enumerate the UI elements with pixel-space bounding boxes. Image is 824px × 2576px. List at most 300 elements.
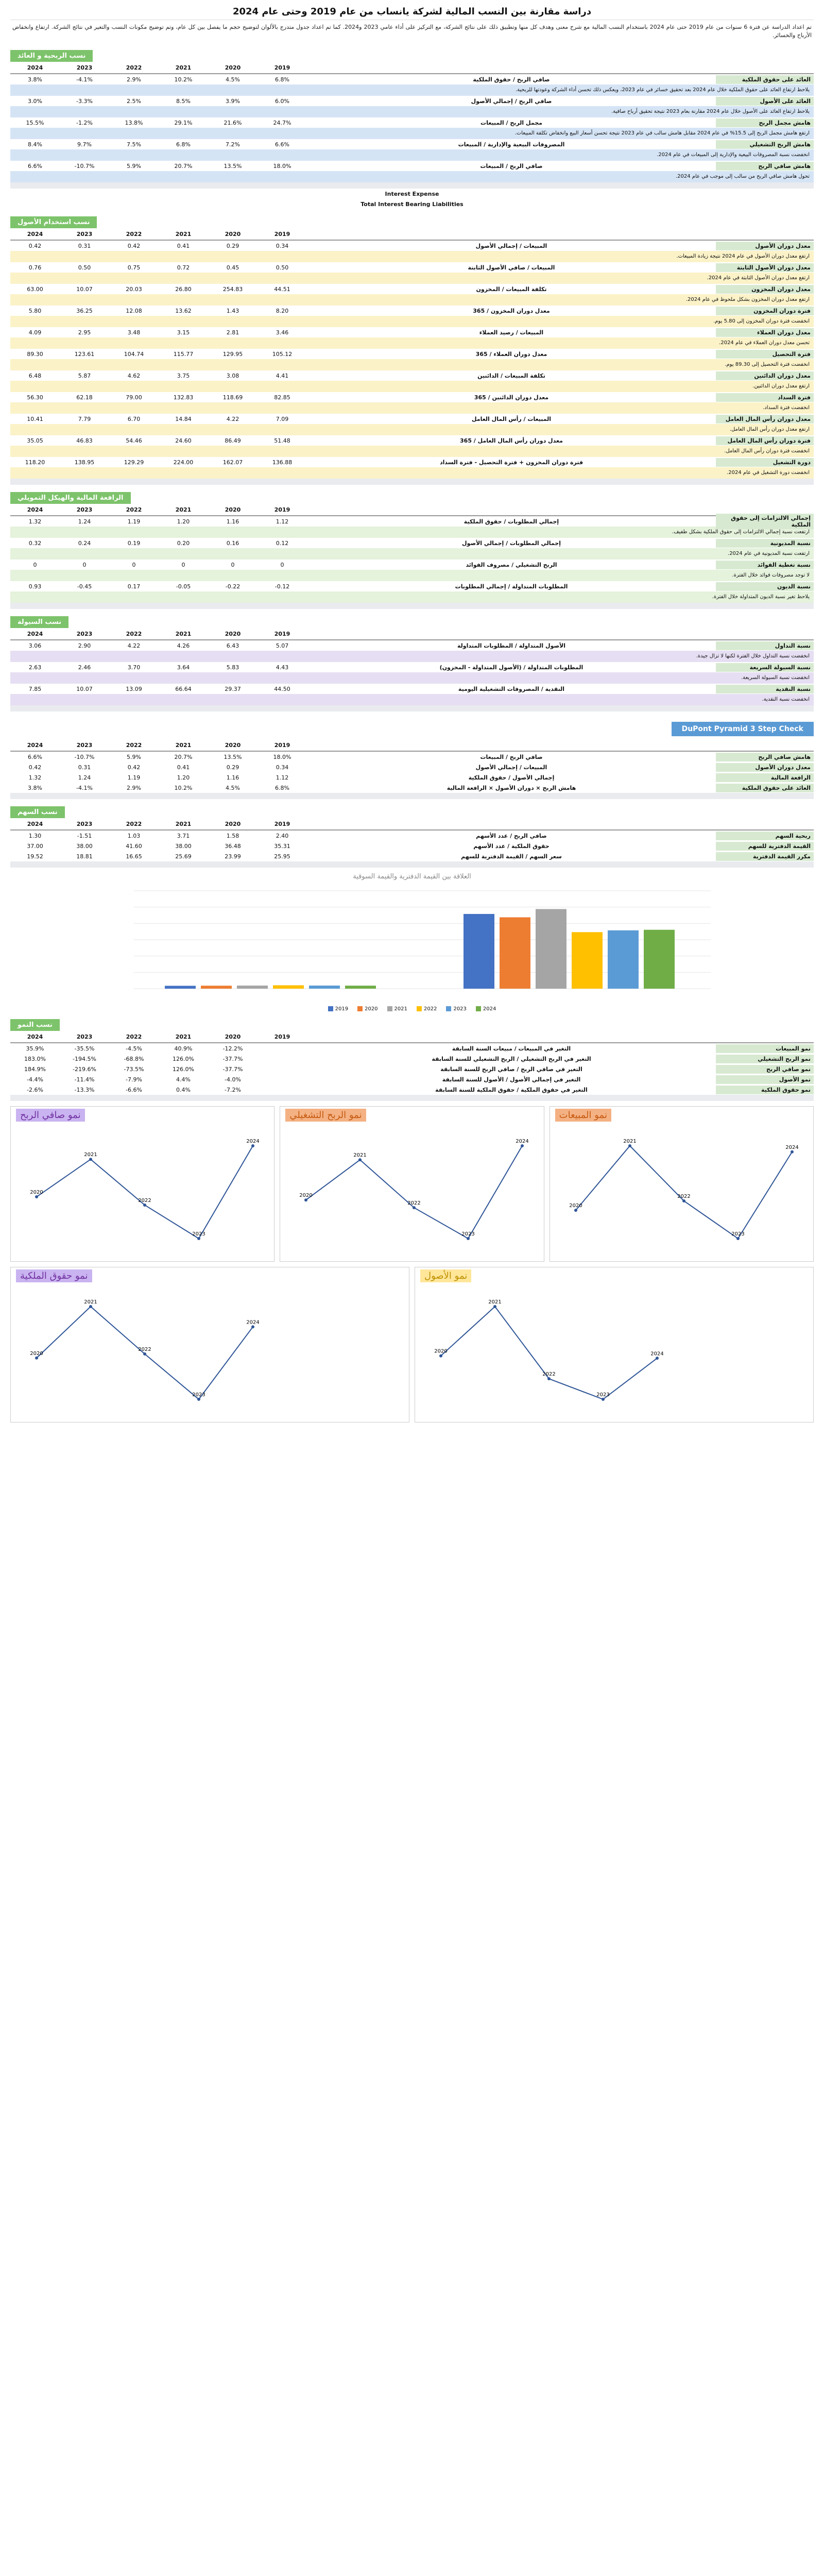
ratio-value: 0.76 <box>28 264 42 271</box>
growth-point <box>197 1398 200 1401</box>
ratio-note: لا توجد مصروفات فوائد خلال الفترة. <box>10 570 814 581</box>
ratio-name: نمو حقوق الملكية <box>716 1086 814 1094</box>
growth-point <box>304 1198 307 1201</box>
ratio-note: يلاحظ ارتفاع العائد على الأصول خلال عام 2024 مقارنة بعام 2023 نتيجة تحقيق أرباح صافية. <box>10 106 814 117</box>
ratio-value: -4.4% <box>27 1076 43 1083</box>
ratio-name: هامش صافي الربح <box>716 753 814 761</box>
ratio-value: 8.4% <box>28 141 42 148</box>
growth-point <box>736 1237 740 1240</box>
growth-point <box>35 1357 38 1360</box>
ratio-name: فترة التحصيل <box>716 350 814 359</box>
ratio-value: 3.75 <box>177 372 190 379</box>
bar <box>608 930 639 989</box>
year-label: 2022 <box>126 506 142 513</box>
year-label: 2024 <box>27 741 43 749</box>
bar-chart-legend <box>10 1006 814 1012</box>
section-divider <box>10 793 814 799</box>
ratio-formula: (الأصول المتداولة - المخزون) / المطلوبات المتداولة <box>439 664 583 671</box>
ratio-value: -10.7% <box>74 162 95 170</box>
growth-year-label: 2023 <box>461 1231 475 1237</box>
ratio-formula: التغير في حقوق الملكية / حقوق الملكية للسنة السابقة <box>435 1086 588 1093</box>
growth-charts-row <box>10 1106 814 1262</box>
ratio-value: 0 <box>132 561 136 568</box>
ratio-value: 1.24 <box>78 774 91 781</box>
interest-row <box>10 189 814 199</box>
ratio-value: 0.93 <box>28 583 42 590</box>
ratio-value: 44.50 <box>274 685 290 692</box>
growth-year-label: 2024 <box>785 1144 799 1150</box>
ratio-value: -37.7% <box>222 1065 243 1073</box>
ratio-value: 3.06 <box>28 642 42 649</box>
ratio-value: 3.15 <box>177 329 190 336</box>
ratio-value: 9.7% <box>77 141 92 148</box>
ratio-value: 20.03 <box>126 285 142 293</box>
ratio-value: 1.24 <box>78 518 91 525</box>
year-label: 2022 <box>126 820 142 827</box>
ratio-value: 1.43 <box>226 307 239 314</box>
year-label: 2019 <box>274 820 290 827</box>
growth-year-label: 2021 <box>84 1299 97 1305</box>
ratio-name: نسبة تغطية الفوائد <box>716 561 814 569</box>
ratio-note: انخفضت نسبة التداول خلال الفترة لكنها لا تزال جيدة. <box>10 651 814 662</box>
ratio-value: 0.34 <box>276 764 289 771</box>
dupont-label: DuPont Pyramid 3 Step Check <box>672 722 814 736</box>
ratio-value: 8.5% <box>176 97 191 105</box>
growth-line-chart <box>280 1106 544 1262</box>
ratio-row <box>10 1084 814 1095</box>
growth-point <box>682 1199 685 1202</box>
year-label: 2024 <box>27 230 43 238</box>
growth-chart-title: نمو الربح التشغيلي <box>285 1109 366 1122</box>
ratio-value: 6.6% <box>28 753 42 760</box>
ratio-value: 2.95 <box>78 329 91 336</box>
year-label: 2019 <box>274 230 290 238</box>
section-header-label: نسب السهم <box>10 806 65 818</box>
ratio-formula: المبيعات / صافي الأصول الثابتة <box>468 264 555 271</box>
ratio-formula: التغير في إجمالي الأصول / الأصول للسنة السابقة <box>442 1076 581 1083</box>
ratio-note: انخفضت نسبة السيولة السريعة. <box>10 672 814 684</box>
ratio-value: 79.00 <box>126 394 142 401</box>
ratio-value: 12.08 <box>126 307 142 314</box>
ratio-row <box>10 662 814 672</box>
ratio-value: 118.20 <box>25 459 45 466</box>
ratio-name: مكرر القيمة الدفترية <box>716 852 814 861</box>
ratio-name: القيمة الدفترية للسهم <box>716 842 814 851</box>
bar <box>500 917 530 989</box>
interest-expense-label: Interest Expense <box>385 190 439 197</box>
section-divider <box>10 479 814 485</box>
ratio-value: 123.61 <box>74 350 95 358</box>
ratio-note: انخفضت فترة دوران رأس المال العامل. <box>10 446 814 457</box>
growth-line <box>441 1307 657 1399</box>
year-label: 2020 <box>225 506 241 513</box>
ratio-value: 0.75 <box>127 264 141 271</box>
growth-year-label: 2022 <box>542 1371 556 1378</box>
ratio-value: 0.31 <box>78 764 91 771</box>
bar <box>464 914 494 989</box>
ratio-value: 0.16 <box>226 539 239 547</box>
report-page <box>5 0 819 1426</box>
growth-year-label: 2023 <box>192 1392 205 1398</box>
ratio-name: معدل دوران المخزون <box>716 285 814 294</box>
growth-year-label: 2020 <box>299 1193 313 1199</box>
growth-year-label: 2020 <box>569 1203 582 1209</box>
ratio-value: 7.5% <box>127 141 141 148</box>
interest-row <box>10 199 814 209</box>
ratio-row <box>10 1043 814 1054</box>
ratio-value: 3.0% <box>28 97 42 105</box>
growth-year-label: 2022 <box>138 1346 151 1352</box>
ratio-value: 162.07 <box>222 459 243 466</box>
growth-point <box>791 1150 794 1154</box>
ratio-row <box>10 139 814 149</box>
ratio-value: 0.41 <box>177 764 190 771</box>
year-label: 2020 <box>225 1033 241 1040</box>
ratio-formula: صافي الربح / إجمالي الأصول <box>471 97 552 105</box>
ratio-value: -4.1% <box>76 76 93 83</box>
ratio-row <box>10 1054 814 1064</box>
year-label: 2022 <box>126 630 142 637</box>
year-label: 2022 <box>126 1033 142 1040</box>
ratio-value: 24.60 <box>175 437 192 444</box>
bar <box>345 986 376 989</box>
ratio-formula: التغير في صافي الربح / صافي الربح للسنة السابقة <box>440 1065 582 1073</box>
section-header-label: الرافعة المالية والهيكل التمويلي <box>10 492 131 504</box>
ratio-value: 3.70 <box>127 664 141 671</box>
ratio-value: 0 <box>231 561 235 568</box>
ratio-value: -13.3% <box>74 1086 95 1093</box>
growth-year-label: 2023 <box>192 1231 205 1237</box>
ratio-row <box>10 284 814 294</box>
ratio-value: 224.00 <box>173 459 194 466</box>
ratio-formula: المبيعات / إجمالي الأصول <box>475 764 547 771</box>
legend-item: 2021 <box>387 1006 407 1012</box>
bar <box>309 986 340 989</box>
section-header-label: نسب استخدام الأصول <box>10 216 97 228</box>
ratio-value: -0.45 <box>77 583 92 590</box>
ratio-value: 118.69 <box>222 394 243 401</box>
ratio-formula: 365 / معدل دوران الدائنين <box>474 394 549 401</box>
ratio-row <box>10 538 814 548</box>
ratio-value: 105.12 <box>272 350 293 358</box>
ratio-value: 63.00 <box>27 285 43 293</box>
ratio-note: انخفضت دورة التشغيل في عام 2024. <box>10 467 814 479</box>
section-divider <box>10 182 814 189</box>
ratio-value: -2.6% <box>27 1086 43 1093</box>
ratio-value: -11.4% <box>74 1076 95 1083</box>
ratio-formula: مجمل الربح / المبيعات <box>480 119 542 126</box>
bar-chart-svg <box>103 880 721 1004</box>
ratio-formula: المبيعات / رصيد العملاء <box>479 329 544 336</box>
ratio-value: -7.9% <box>126 1076 142 1083</box>
ratio-value: 2.40 <box>276 832 289 839</box>
ratio-value: 0.19 <box>127 539 141 547</box>
ratio-name: نمو الأصول <box>716 1075 814 1084</box>
ratio-formula: صافي الربح / عدد الأسهم <box>476 832 547 839</box>
growth-point <box>89 1158 92 1161</box>
ratio-name: دورة التشغيل <box>716 458 814 467</box>
growth-point <box>467 1237 470 1240</box>
ratio-value: 4.43 <box>276 664 289 671</box>
ratio-name: معدل دوران رأس المال العامل <box>716 415 814 423</box>
ratio-value: 129.95 <box>222 350 243 358</box>
ratio-formula: هامش الربح × دوران الأصول × الرافعة المالية <box>447 784 576 791</box>
section-header <box>10 50 814 62</box>
ratio-note: ارتفع معدل دوران الدائنين. <box>10 381 814 392</box>
ratio-value: 2.9% <box>127 784 141 791</box>
growth-year-label: 2020 <box>30 1350 43 1357</box>
ratio-value: 6.43 <box>226 642 239 649</box>
growth-point <box>251 1325 254 1328</box>
ratio-name: نمو المبيعات <box>716 1044 814 1053</box>
ratio-value: 16.65 <box>126 853 142 860</box>
ratio-name: نسبة النقدية <box>716 685 814 693</box>
ratio-value: 18.0% <box>273 162 291 170</box>
growth-point <box>547 1377 551 1380</box>
bar <box>201 986 232 989</box>
ratio-value: 35.31 <box>274 842 290 850</box>
report-title: دراسة مقارنة بين النسب المالية لشركة يانساب من عام 2019 وحتى عام 2024 <box>10 3 814 20</box>
ratio-row <box>10 435 814 446</box>
ratio-value: -219.6% <box>73 1065 96 1073</box>
ratio-value: 10.2% <box>174 784 193 791</box>
year-label: 2021 <box>175 741 192 749</box>
ratio-value: 89.30 <box>27 350 43 358</box>
growth-year-label: 2021 <box>488 1299 502 1305</box>
ratio-name: معدل دوران العملاء <box>716 328 814 337</box>
ratio-value: 4.5% <box>226 784 240 791</box>
ratio-value: 3.64 <box>177 664 190 671</box>
ratio-value: 0.31 <box>78 242 91 249</box>
ratio-value: 54.46 <box>126 437 142 444</box>
growth-year-label: 2024 <box>516 1139 529 1144</box>
ratio-value: -6.6% <box>126 1086 142 1093</box>
ratio-value: 25.95 <box>274 853 290 860</box>
ratio-row <box>10 831 814 841</box>
dupont-header <box>10 722 814 736</box>
ratio-note: يلاحظ تغير نسبة الديون المتداولة خلال الفترة. <box>10 591 814 603</box>
ratio-row <box>10 783 814 793</box>
growth-point <box>439 1354 442 1358</box>
ratio-value: 2.9% <box>127 76 141 83</box>
ratio-value: 3.8% <box>28 76 42 83</box>
section-divider <box>10 705 814 711</box>
intro-text: تم اعداد الدراسة عن فترة 6 سنوات من عام 2019 حتى عام 2024 باستخدام النسب المالية مع شرح معنى وهدف كل منها وتطبيق ذلك على نتائج الشركة، مع التركيز على أداء عامي 2023 و2024. كما تم اعداد جدول متدرج بالألوان لتوضيح حجم ما يفصل بين كل عام، وتم توضيح مكونات النسب والتغير في نتائج الشركة. ارتفاع وانخفاض الأرباح والخسائر. <box>12 24 812 39</box>
ratio-value: 0.20 <box>177 539 190 547</box>
ratio-value: 10.2% <box>174 76 193 83</box>
ratio-name: معدل دوران الدائنين <box>716 371 814 380</box>
ratio-value: 254.83 <box>222 285 243 293</box>
ratio-value: 0.42 <box>28 764 42 771</box>
ratio-formula: التغير في المبيعات / مبيعات السنة السابقة <box>452 1045 571 1052</box>
ratio-value: 6.70 <box>127 415 141 422</box>
growth-year-label: 2023 <box>596 1392 610 1398</box>
growth-point <box>35 1195 38 1198</box>
ratio-value: 0.45 <box>226 264 239 271</box>
year-label: 2023 <box>76 506 93 513</box>
growth-line <box>306 1146 522 1239</box>
ratio-row <box>10 117 814 128</box>
ratio-value: 126.0% <box>173 1055 194 1062</box>
ratio-value: 10.41 <box>27 415 43 422</box>
ratio-note: انخفضت فترة السداد. <box>10 402 814 414</box>
ratio-value: 56.30 <box>27 394 43 401</box>
ratio-value: 10.07 <box>76 285 93 293</box>
ratio-row <box>10 161 814 171</box>
ratio-value: 6.8% <box>176 141 191 148</box>
ratio-value: 4.26 <box>177 642 190 649</box>
growth-year-label: 2022 <box>677 1193 691 1199</box>
ratio-value: 4.22 <box>127 642 141 649</box>
ratio-value: 2.5% <box>127 97 141 105</box>
ratio-note: ارتفع هامش مجمل الربح إلى 15.5% في عام 2024 مقابل هامش سالب في عام 2023 نتيجة تحسن أسعار البيع وانخفاض تكلفة المبيعات. <box>10 128 814 139</box>
ratio-value: 62.18 <box>76 394 93 401</box>
ratio-name: فترة السداد <box>716 393 814 402</box>
ratio-value: 1.16 <box>226 518 239 525</box>
legend-item: 2023 <box>446 1006 466 1012</box>
growth-point <box>521 1144 524 1147</box>
bar <box>165 986 196 989</box>
ratio-row <box>10 414 814 424</box>
ratio-formula: الأصول المتداولة / المطلوبات المتداولة <box>457 642 566 649</box>
ratio-formula: المبيعات / إجمالي الأصول <box>475 242 547 249</box>
ratio-value: 4.4% <box>176 1076 191 1083</box>
ratio-value: 24.7% <box>273 119 291 126</box>
section-header-label: نسب السيولة <box>10 616 68 628</box>
ratio-value: 184.9% <box>24 1065 46 1073</box>
year-label: 2019 <box>274 1033 290 1040</box>
ratio-value: 5.9% <box>127 162 141 170</box>
ratio-row <box>10 684 814 694</box>
ratio-value: 1.58 <box>226 832 239 839</box>
section-header <box>10 492 814 504</box>
ratio-formula: النقدية / المصروفات التشغيلية اليومية <box>458 685 565 692</box>
year-label: 2024 <box>27 630 43 637</box>
ratio-value: 104.74 <box>124 350 144 358</box>
ratio-value: 1.32 <box>28 518 42 525</box>
growth-year-label: 2021 <box>84 1152 97 1158</box>
ratio-value: 6.6% <box>28 162 42 170</box>
year-header-row <box>10 504 814 516</box>
ratio-value: -3.3% <box>76 97 93 105</box>
ratio-formula: إجمالي الأصول / حقوق الملكية <box>468 774 555 781</box>
ratio-value: 7.85 <box>28 685 42 692</box>
ratio-value: 40.9% <box>174 1045 193 1052</box>
year-label: 2020 <box>225 820 241 827</box>
ratio-formula: صافي الربح / المبيعات <box>480 162 543 170</box>
year-header-row <box>10 1031 814 1043</box>
ratio-value: -73.5% <box>124 1065 144 1073</box>
year-label: 2021 <box>175 506 192 513</box>
ratio-name: نسبة السيولة السريعة <box>716 663 814 672</box>
ratio-value: -4.1% <box>76 784 93 791</box>
ratio-value: 6.6% <box>275 141 289 148</box>
ratio-value: 0.17 <box>127 583 141 590</box>
growth-year-label: 2022 <box>138 1197 151 1204</box>
ratio-row <box>10 241 814 251</box>
ratio-formula: إجمالي المطلوبات / إجمالي الأصول <box>462 539 561 547</box>
ratio-formula: 365 / معدل دوران رأس المال العامل <box>460 437 563 444</box>
growth-line-chart <box>10 1267 409 1422</box>
growth-point <box>358 1158 362 1161</box>
ratio-value: 35.9% <box>26 1045 44 1052</box>
year-header-row <box>10 62 814 74</box>
ratio-value: -0.05 <box>176 583 191 590</box>
ratio-value: -10.7% <box>74 753 95 760</box>
growth-point <box>602 1398 605 1401</box>
ratio-note: انخفضت فترة دوران المخزون إلى 5.80 يوم. <box>10 316 814 327</box>
year-header-row <box>10 818 814 831</box>
ratio-row <box>10 392 814 402</box>
ratio-formula: تكلفة المبيعات / المخزون <box>476 285 547 293</box>
year-label: 2019 <box>274 506 290 513</box>
ratio-value: 183.0% <box>24 1055 46 1062</box>
ratio-value: 1.20 <box>177 774 190 781</box>
ratio-value: 13.09 <box>126 685 142 692</box>
ratio-value: 1.19 <box>127 774 141 781</box>
ratio-value: 86.49 <box>225 437 241 444</box>
ratio-value: -68.8% <box>124 1055 144 1062</box>
ratio-name: فترة دوران المخزون <box>716 307 814 315</box>
ratio-note: تحول هامش صافي الربح من سالب إلى موجب في عام 2024. <box>10 171 814 182</box>
ratio-value: 37.00 <box>27 842 43 850</box>
ratio-value: 26.80 <box>175 285 192 293</box>
ratio-value: 0.32 <box>28 539 42 547</box>
bar-chart <box>10 880 814 1004</box>
growth-point <box>413 1206 416 1209</box>
ratio-note: ارتفعت نسبة المديونية في عام 2024. <box>10 548 814 560</box>
ratio-value: 0.42 <box>127 764 141 771</box>
ratio-row <box>10 560 814 570</box>
year-label: 2022 <box>126 741 142 749</box>
bar <box>273 985 304 989</box>
ratio-row <box>10 96 814 106</box>
ratio-value: 4.09 <box>28 329 42 336</box>
ratio-value: 7.09 <box>276 415 289 422</box>
ratio-value: 1.32 <box>28 774 42 781</box>
ratio-value: 0 <box>82 561 87 568</box>
growth-year-label: 2021 <box>623 1139 637 1144</box>
ratio-value: 0 <box>33 561 37 568</box>
legend-item: 2022 <box>417 1006 437 1012</box>
ratio-name: هامش مجمل الربح <box>716 118 814 127</box>
ratio-value: 2.63 <box>28 664 42 671</box>
ratio-value: -1.51 <box>77 832 92 839</box>
ratio-value: 23.99 <box>225 853 241 860</box>
ratio-row <box>10 457 814 467</box>
ratio-value: 29.37 <box>225 685 241 692</box>
ratio-value: 0.50 <box>78 264 91 271</box>
ratio-value: 44.51 <box>274 285 290 293</box>
ratio-value: 1.19 <box>127 518 141 525</box>
year-label: 2020 <box>225 741 241 749</box>
bar <box>237 986 268 989</box>
growth-chart-title: نمو المبيعات <box>555 1109 611 1122</box>
year-label: 2020 <box>225 64 241 71</box>
ratio-value: 4.62 <box>127 372 141 379</box>
year-label: 2019 <box>274 630 290 637</box>
year-label: 2019 <box>274 64 290 71</box>
growth-point <box>574 1209 577 1212</box>
ratio-formula: المبيعات / رأس المال العامل <box>471 415 552 422</box>
year-label: 2021 <box>175 230 192 238</box>
bar <box>572 932 603 989</box>
bar <box>536 909 566 989</box>
ratio-value: 3.8% <box>28 784 42 791</box>
ratio-value: 20.7% <box>174 162 193 170</box>
ratio-value: -4.5% <box>126 1045 142 1052</box>
ratio-value: -0.22 <box>225 583 241 590</box>
